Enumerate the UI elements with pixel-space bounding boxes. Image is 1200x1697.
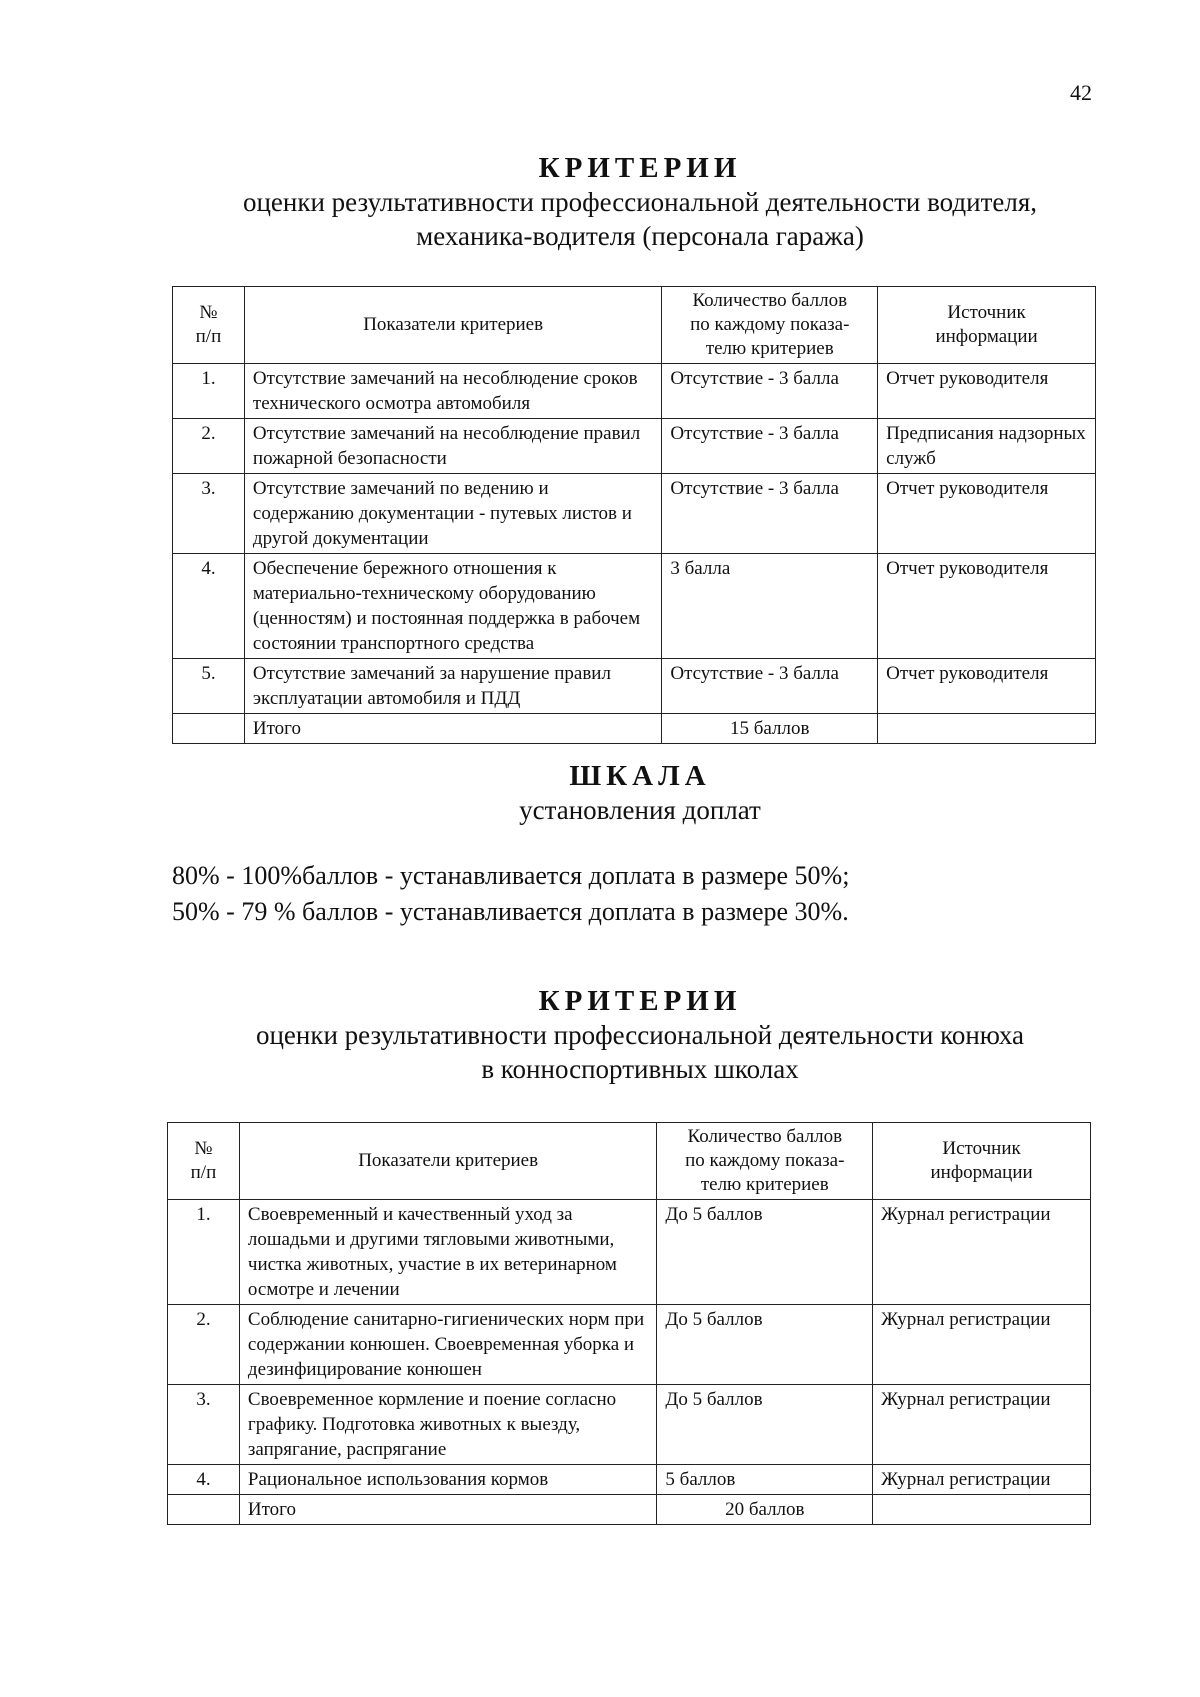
row-points: Отсутствие - 3 балла	[662, 659, 878, 714]
total-source-empty	[878, 714, 1096, 744]
header-num: № п/п	[173, 287, 245, 364]
row-num: 3.	[168, 1385, 240, 1465]
row-indicator: Своевременный и качественный уход за лошадьми и другими тягловыми животными, чистка животных, участие в их ветеринарном осмотре и лечении	[239, 1200, 657, 1305]
row-indicator: Отсутствие замечаний по ведению и содержанию документации - путевых листов и другой документации	[244, 474, 661, 554]
section2-title: КРИТЕРИИ	[538, 985, 742, 1017]
row-indicator: Соблюдение санитарно-гигиенических норм при содержании конюшен. Своевременная уборка и дезинфицирование конюшен	[239, 1305, 657, 1385]
row-indicator: Отсутствие замечаний за нарушение правил эксплуатации автомобиля и ПДД	[244, 659, 661, 714]
criteria-table-grooms	[167, 1122, 1091, 1525]
total-num-empty	[173, 714, 245, 744]
row-points: 3 балла	[662, 554, 878, 659]
row-source: Отчет руководителя	[878, 364, 1096, 419]
section1-subtitle-line2: механика-водителя (персонала гаража)	[416, 221, 864, 251]
header-source: Источник информации	[878, 287, 1096, 364]
row-points: Отсутствие - 3 балла	[662, 364, 878, 419]
header-points: Количество баллов по каждому показа- телю критериев	[662, 287, 878, 364]
row-source: Журнал регистрации	[873, 1200, 1091, 1305]
section1-title: КРИТЕРИИ	[538, 152, 742, 184]
table-row	[173, 364, 1096, 419]
row-source: Отчет руководителя	[878, 474, 1096, 554]
table-row	[168, 1385, 1091, 1465]
table-row	[173, 474, 1096, 554]
row-source: Журнал регистрации	[873, 1305, 1091, 1385]
scale-line-1: 80% - 100%баллов - устанавливается доплата в размере 50%;	[172, 861, 850, 890]
scale-subtitle: установления доплат	[519, 795, 761, 825]
table-total-row	[168, 1495, 1091, 1525]
section1-heading	[0, 152, 1200, 253]
row-source: Журнал регистрации	[873, 1385, 1091, 1465]
total-label: Итого	[239, 1495, 657, 1525]
row-points: До 5 баллов	[657, 1200, 873, 1305]
row-source: Отчет руководителя	[878, 659, 1096, 714]
row-source: Отчет руководителя	[878, 554, 1096, 659]
table-row	[173, 659, 1096, 714]
row-num: 5.	[173, 659, 245, 714]
header-indicator: Показатели критериев	[244, 287, 661, 364]
header-indicator: Показатели критериев	[239, 1123, 657, 1200]
total-value: 15 баллов	[662, 714, 878, 744]
header-source: Источник информации	[873, 1123, 1091, 1200]
row-points: 5 баллов	[657, 1465, 873, 1495]
section2-heading	[0, 985, 1200, 1086]
criteria-table-drivers	[172, 286, 1096, 744]
row-num: 3.	[173, 474, 245, 554]
scale-heading	[0, 760, 1200, 827]
row-points: Отсутствие - 3 балла	[662, 419, 878, 474]
row-num: 2.	[173, 419, 245, 474]
row-indicator: Отсутствие замечаний на несоблюдение правил пожарной безопасности	[244, 419, 661, 474]
row-num: 1.	[168, 1200, 240, 1305]
row-num: 1.	[173, 364, 245, 419]
table-row	[168, 1200, 1091, 1305]
scale-rules	[172, 858, 849, 930]
total-value: 20 баллов	[657, 1495, 873, 1525]
page-number: 42	[1070, 80, 1092, 105]
row-indicator: Рациональное использования кормов	[239, 1465, 657, 1495]
table-row	[168, 1465, 1091, 1495]
table-header-row	[173, 287, 1096, 364]
total-source-empty	[873, 1495, 1091, 1525]
scale-line-2: 50% - 79 % баллов - устанавливается доплата в размере 30%.	[172, 897, 849, 926]
section2-subtitle-line1: оценки результативности профессиональной деятельности конюха	[255, 1020, 1025, 1050]
row-indicator: Обеспечение бережного отношения к материально-техническому оборудованию (ценностям) и постоянная поддержка в рабочем состоянии транспортного средства	[244, 554, 661, 659]
table-row	[173, 419, 1096, 474]
scale-title: ШКАЛА	[569, 760, 711, 792]
row-num: 4.	[168, 1465, 240, 1495]
row-points: До 5 баллов	[657, 1385, 873, 1465]
row-num: 4.	[173, 554, 245, 659]
row-indicator: Отсутствие замечаний на несоблюдение сроков технического осмотра автомобиля	[244, 364, 661, 419]
total-label: Итого	[244, 714, 661, 744]
row-source: Журнал регистрации	[873, 1465, 1091, 1495]
row-points: Отсутствие - 3 балла	[662, 474, 878, 554]
total-num-empty	[168, 1495, 240, 1525]
table-header-row	[168, 1123, 1091, 1200]
row-indicator: Своевременное кормление и поение согласно графику. Подготовка животных к выезду, запрягание, распрягание	[239, 1385, 657, 1465]
row-num: 2.	[168, 1305, 240, 1385]
table-row	[173, 554, 1096, 659]
row-source: Предписания надзорных служб	[878, 419, 1096, 474]
header-points: Количество баллов по каждому показа- телю критериев	[657, 1123, 873, 1200]
section2-subtitle-line2: в конноспортивных школах	[481, 1054, 799, 1084]
section1-subtitle-line1: оценки результативности профессиональной деятельности водителя,	[242, 187, 1038, 217]
header-num: № п/п	[168, 1123, 240, 1200]
row-points: До 5 баллов	[657, 1305, 873, 1385]
table-total-row	[173, 714, 1096, 744]
table-row	[168, 1305, 1091, 1385]
